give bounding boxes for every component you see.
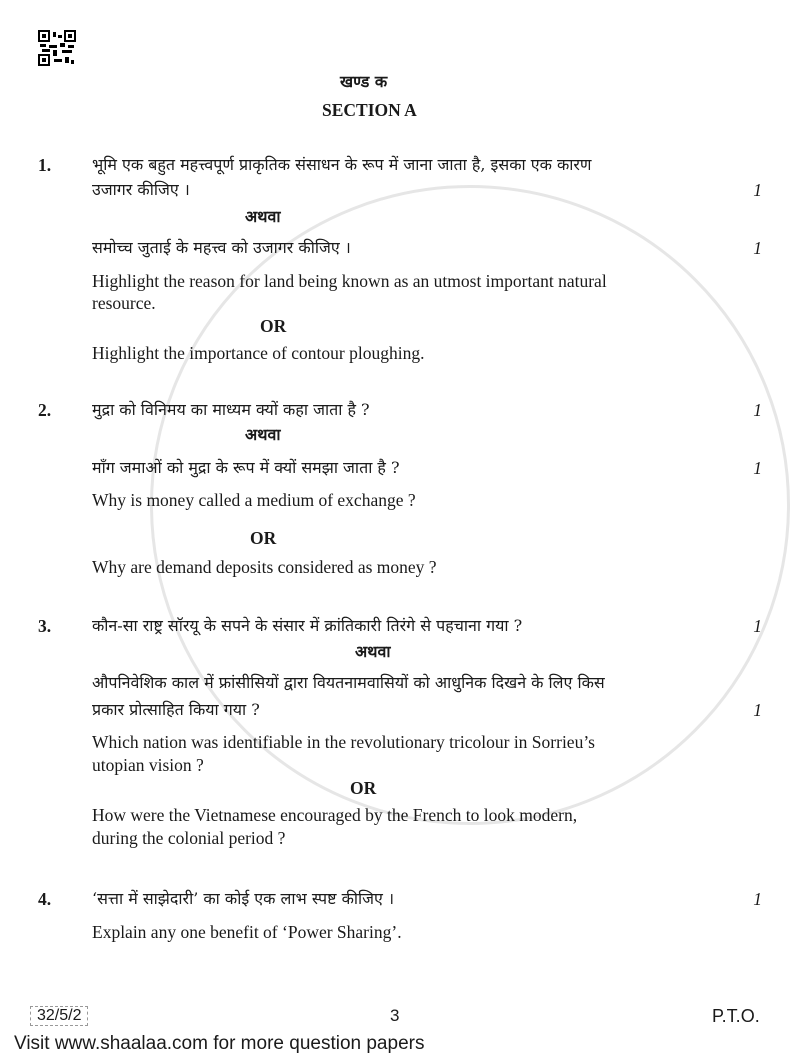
- question-text-hindi: उजागर कीजिए ।: [92, 180, 190, 199]
- question-text-hindi: भूमि एक बहुत महत्त्वपूर्ण प्राकृतिक संसाधन के रूप में जाना जाता है, इसका एक कारण: [92, 155, 592, 174]
- marks: 1: [753, 616, 762, 636]
- section-title: SECTION A: [322, 100, 417, 120]
- or-english: OR: [250, 528, 277, 548]
- question-text-hindi: मुद्रा को विनिमय का माध्यम क्यों कहा जाता है ?: [92, 400, 370, 419]
- question-alt-hindi: प्रकार प्रोत्साहित किया गया ?: [92, 700, 260, 719]
- page-number: 3: [390, 1006, 400, 1025]
- or-hindi: अथवा: [245, 425, 281, 444]
- question-number: 1.: [38, 155, 52, 175]
- question-text-english: Which nation was identifiable in the revolutionary tricolour in Sorrieu’s: [92, 732, 595, 752]
- question-alt-hindi: औपनिवेशिक काल में फ्रांसीसियों द्वारा वियतनामवासियों को आधुनिक दिखने के लिए किस: [92, 673, 605, 692]
- qr-code-icon: [38, 30, 76, 66]
- question-text-hindi: ‘सत्ता में साझेदारी’ का कोई एक लाभ स्पष्ट कीजिए ।: [92, 889, 395, 908]
- section-title-hindi: खण्ड क: [340, 72, 388, 91]
- question-text-english: utopian vision ?: [92, 755, 204, 775]
- marks: 1: [753, 889, 762, 909]
- visit-link[interactable]: Visit www.shaalaa.com for more question papers: [14, 1033, 425, 1054]
- paper-code: 32/5/2: [30, 1006, 88, 1026]
- marks: 1: [753, 238, 762, 258]
- marks: 1: [753, 400, 762, 420]
- pto-label: P.T.O.: [712, 1006, 760, 1026]
- or-english: OR: [350, 778, 377, 798]
- question-text-hindi: कौन-सा राष्ट्र सॉरयू के सपने के संसार में क्रांतिकारी तिरंगे से पहचाना गया ?: [92, 616, 523, 635]
- question-text-english: Explain any one benefit of ‘Power Sharing’.: [92, 922, 402, 942]
- question-text-english: Why is money called a medium of exchange ?: [92, 490, 416, 510]
- question-alt-english: Highlight the importance of contour ploughing.: [92, 343, 425, 363]
- question-alt-hindi: माँग जमाओं को मुद्रा के रूप में क्यों समझा जाता है ?: [92, 458, 400, 477]
- question-number: 3.: [38, 616, 52, 636]
- question-number: 4.: [38, 889, 52, 909]
- or-hindi: अथवा: [245, 207, 281, 226]
- question-number: 2.: [38, 400, 52, 420]
- question-alt-english: Why are demand deposits considered as money ?: [92, 557, 437, 577]
- marks: 1: [753, 180, 762, 200]
- question-alt-hindi: समोच्च जुताई के महत्त्व को उजागर कीजिए ।: [92, 238, 351, 257]
- question-text-english: resource.: [92, 293, 156, 313]
- marks: 1: [753, 458, 762, 478]
- question-text-english: Highlight the reason for land being known as an utmost important natural: [92, 271, 607, 291]
- or-hindi: अथवा: [355, 642, 391, 661]
- marks: 1: [753, 700, 762, 720]
- questions: [38, 155, 762, 942]
- or-english: OR: [260, 316, 287, 336]
- question-alt-english: during the colonial period ?: [92, 828, 286, 848]
- question-alt-english: How were the Vietnamese encouraged by the French to look modern,: [92, 805, 578, 825]
